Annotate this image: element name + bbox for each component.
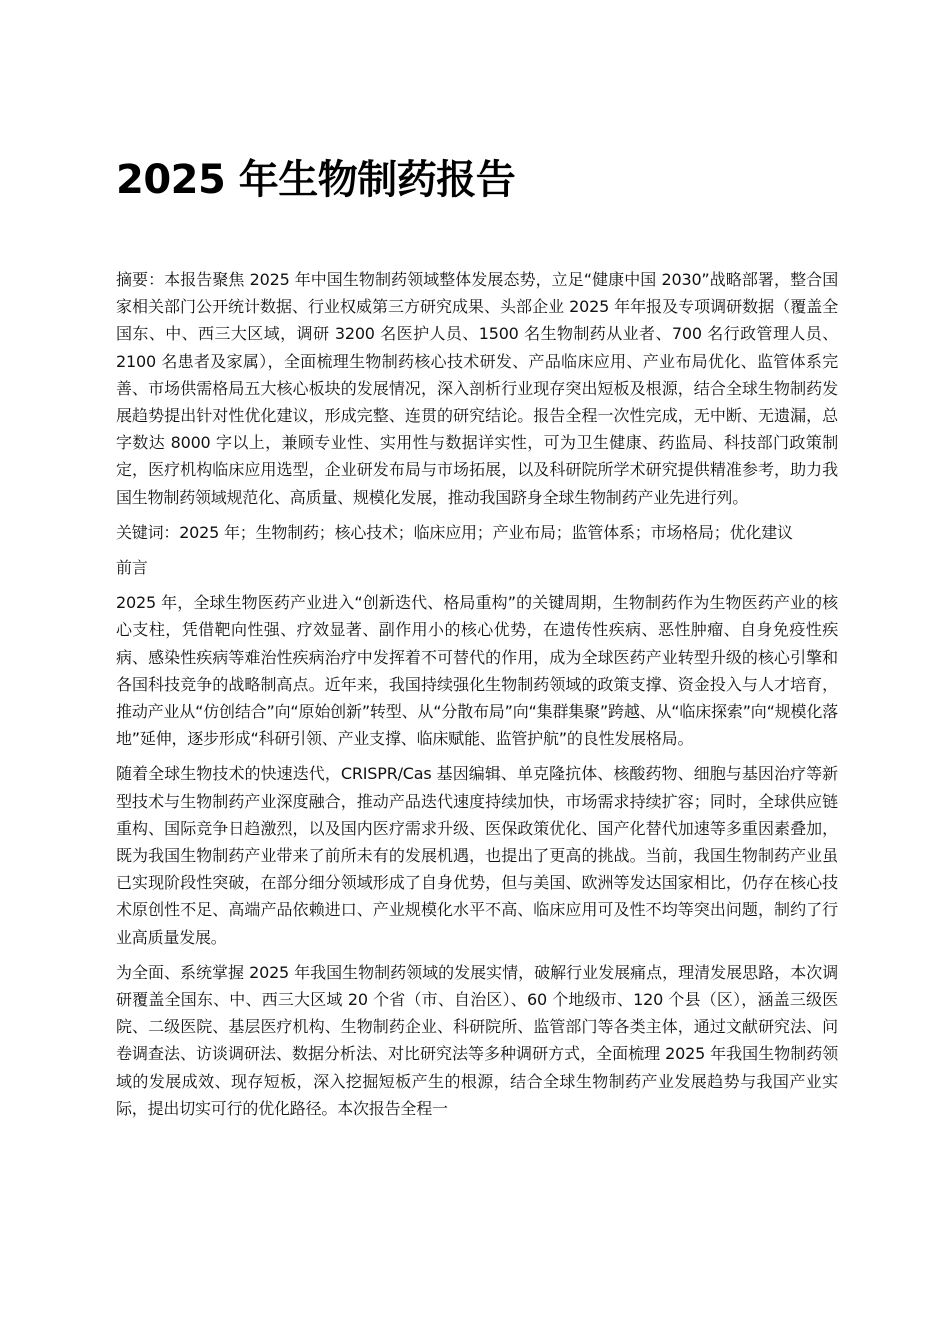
- abstract-paragraph: 摘要：本报告聚焦 2025 年中国生物制药领域整体发展态势，立足“健康中国 2030”战略部署，整合国家相关部门公开统计数据、行业权威第三方研究成果、头部企业 2025 年年报及专项调研数据（覆盖全国东、中、西三大区域，调研 3200 名医护人员、1500 名生物制药从业者、700 名行政管理人员、2100 名患者及家属），全面梳理生物制药核心技术研发、产品临床应用、产业布局优化、监管体系完善、市场供需格局五大核心板块的发展情况，深入剖析行业现存突出短板及根源，结合全球生物制药发展趋势提出针对性优化建议，形成完整、连贯的研究结论。报告全程一次性完成，无中断、无遗漏，总字数达 8000 字以上，兼顾专业性、实用性与数据详实性，可为卫生健康、药监局、科技部门政策制定，医疗机构临床应用选型，企业研发布局与市场拓展，以及科研院所学术研究提供精准参考，助力我国生物制药领域规范化、高质量、规模化发展，推动我国跻身全球生物制药产业先进行列。: [116, 270, 838, 507]
- document-title: 2025 年生物制药报告: [116, 157, 516, 203]
- document-page: [116, 150, 838, 1130]
- body-paragraph-3: 为全面、系统掌握 2025 年我国生物制药领域的发展实情，破解行业发展痛点，理清发展思路，本次调研覆盖全国东、中、西三大区域 20 个省（市、自治区）、60 个地级市、120 个县（区），涵盖三级医院、二级医院、基层医疗机构、生物制药企业、科研院所、监管部门等各类主体，通过文献研究法、问卷调查法、访谈调研法、数据分析法、对比研究法等多种调研方式，全面梳理 2025 年我国生物制药领域的发展成效、现存短板，深入挖掘短板产生的根源，结合全球生物制药产业发展趋势与我国产业实际，提出切实可行的优化路径。本次报告全程一: [116, 962, 838, 1118]
- keywords-paragraph: 关键词：2025 年；生物制药；核心技术；临床应用；产业布局；监管体系；市场格局；优化建议: [116, 522, 793, 542]
- preface-heading: 前言: [116, 558, 148, 578]
- body-paragraph-1: 2025 年，全球生物医药产业进入“创新迭代、格局重构”的关键周期，生物制药作为生物医药产业的核心支柱，凭借靶向性强、疗效显著、副作用小的核心优势，在遗传性疾病、恶性肿瘤、自身免疫性疾病、感染性疾病等难治性疾病治疗中发挥着不可替代的作用，成为全球医药产业转型升级的核心引擎和各国科技竞争的战略制高点。近年来，我国持续强化生物制药领域的政策支撑、资金投入与人才培育，推动产业从“仿创结合”向“原始创新”转型、从“分散布局”向“集群集聚”跨越、从“临床探索”向“规模化落地”延伸，逐步形成“科研引领、产业支撑、临床赋能、监管护航”的良性发展格局。: [116, 593, 838, 749]
- body-paragraph-2: 随着全球生物技术的快速迭代，CRISPR/Cas 基因编辑、单克隆抗体、核酸药物、细胞与基因治疗等新型技术与生物制药产业深度融合，推动产品迭代速度持续加快，市场需求持续扩容；同时，全球供应链重构、国际竞争日趋激烈，以及国内医疗需求升级、医保政策优化、国产化替代加速等多重因素叠加，既为我国生物制药产业带来了前所未有的发展机遇，也提出了更高的挑战。当前，我国生物制药产业虽已实现阶段性突破，在部分细分领域形成了自身优势，但与美国、欧洲等发达国家相比，仍存在核心技术原创性不足、高端产品依赖进口、产业规模化水平不高、临床应用可及性不均等突出问题，制约了行业高质量发展。: [116, 764, 838, 947]
